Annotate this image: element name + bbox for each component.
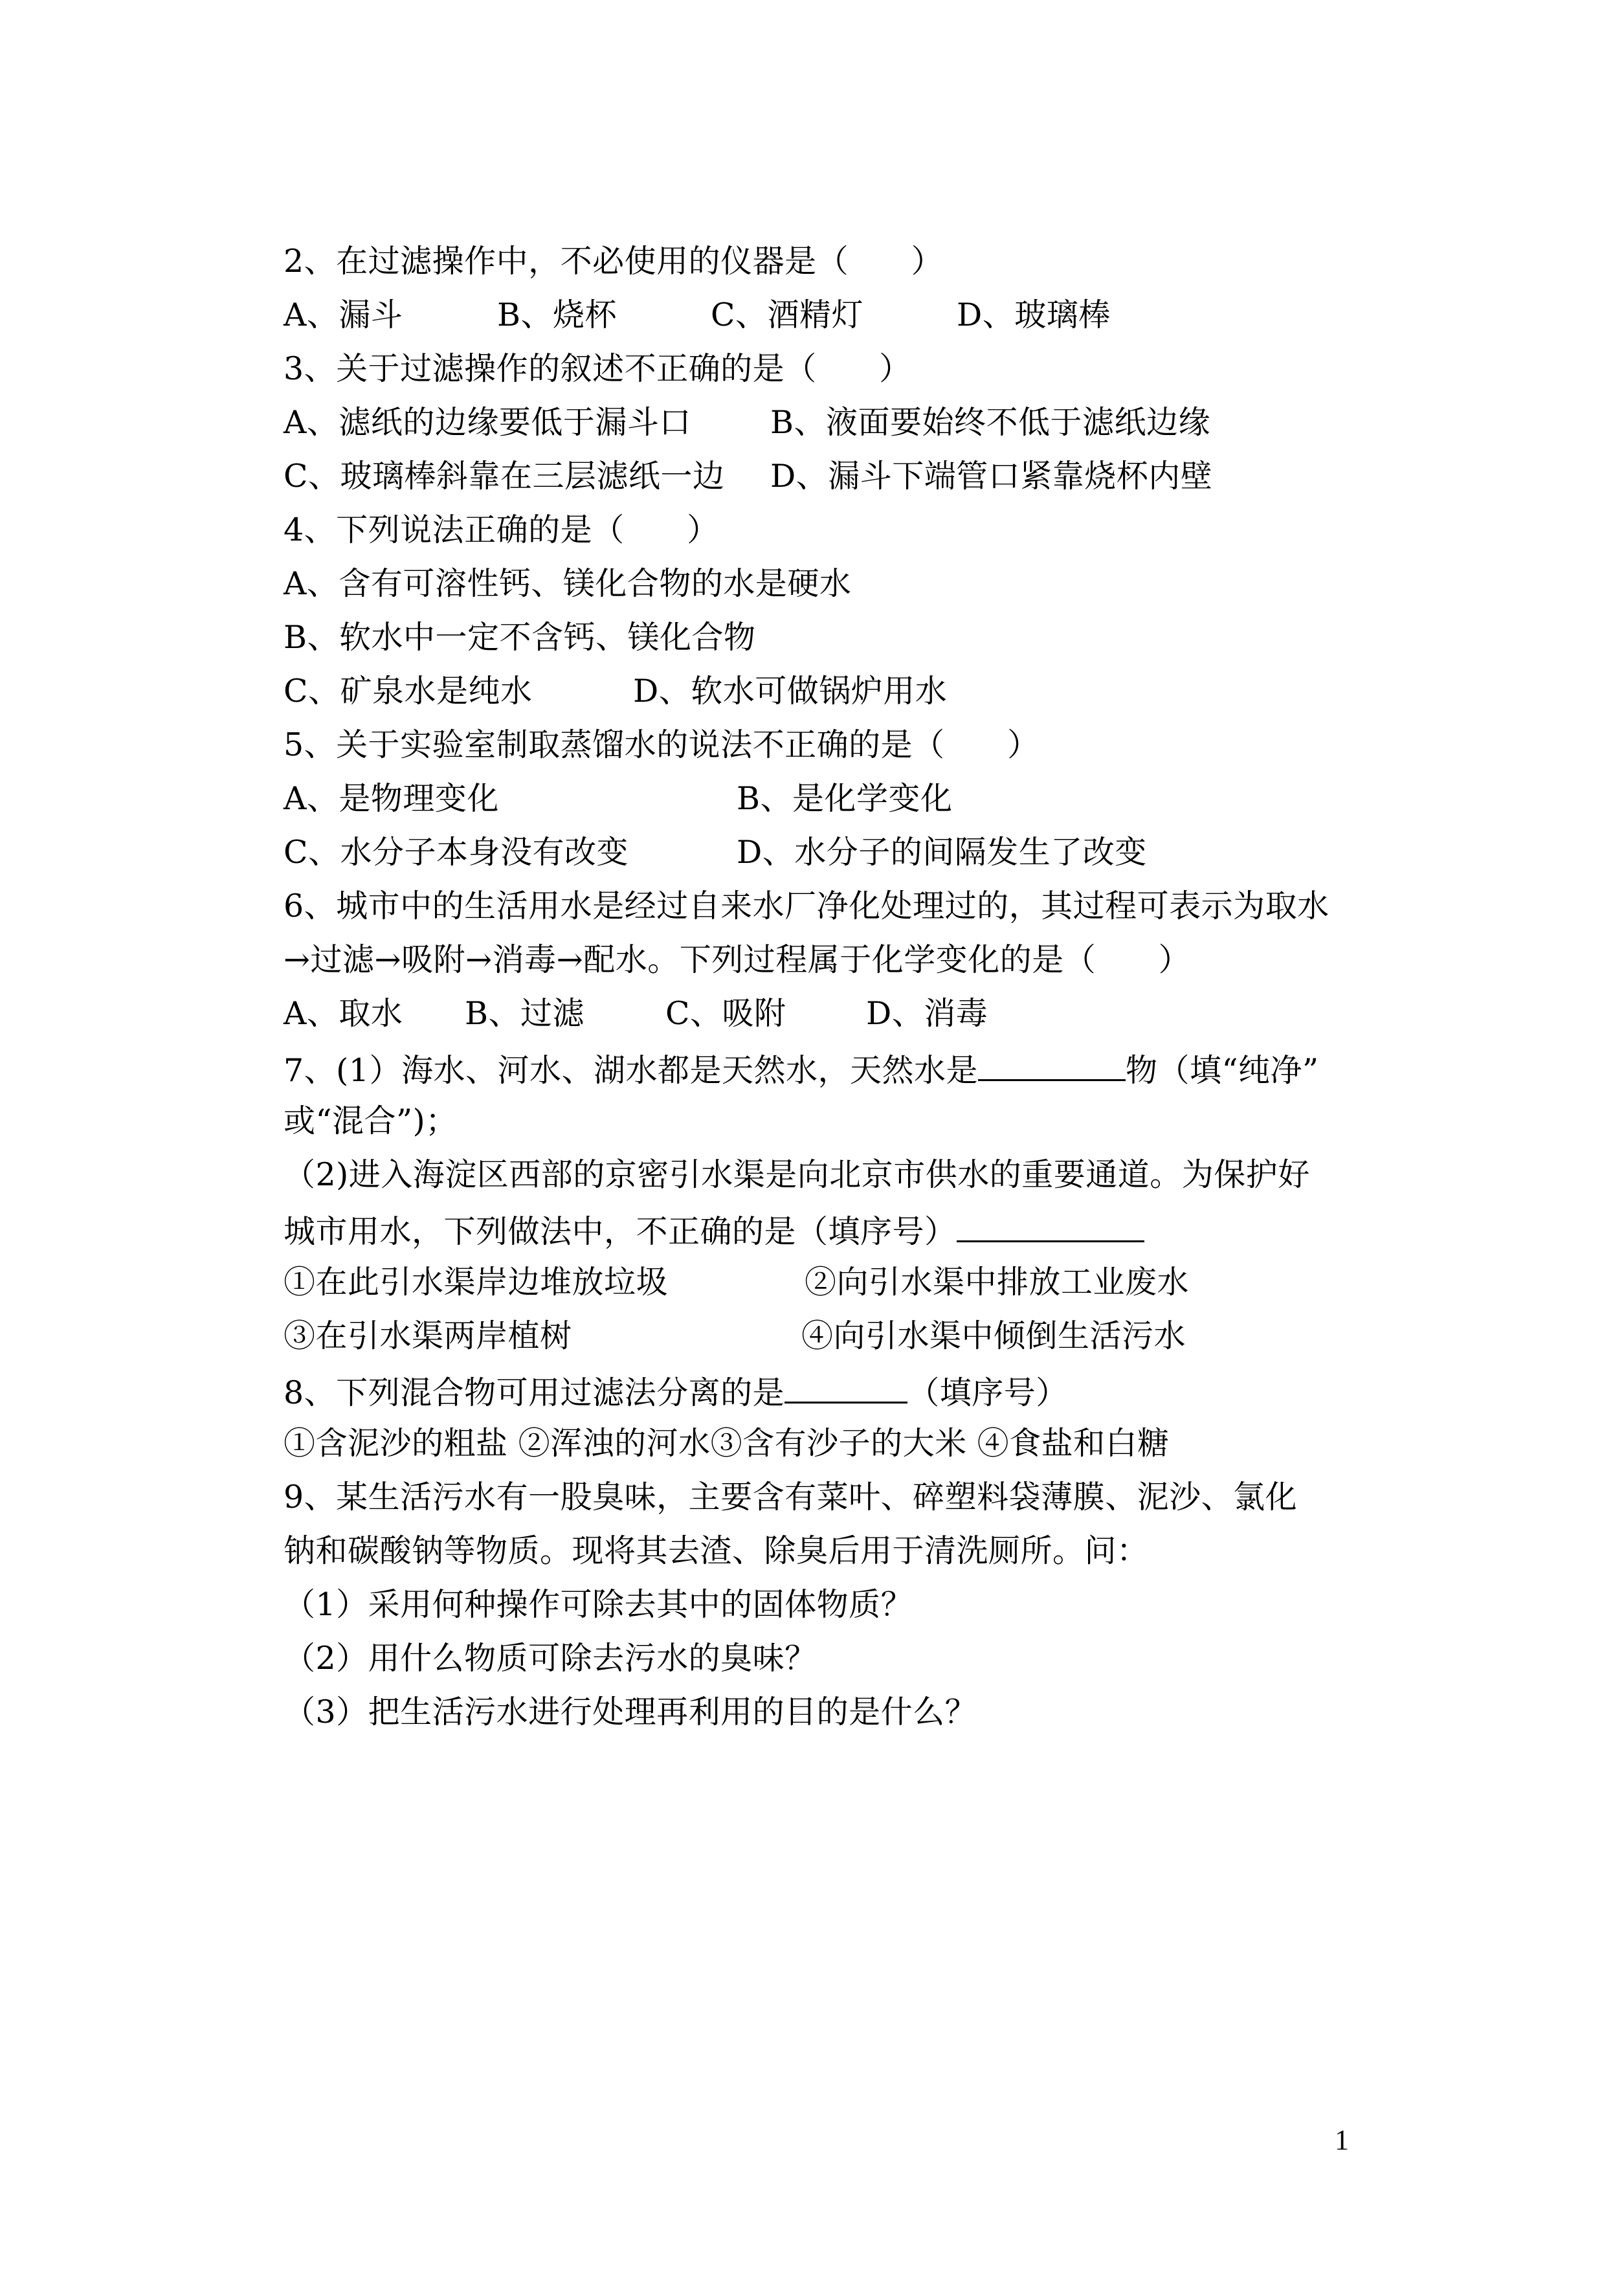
answer-blank[interactable]	[978, 1040, 1126, 1081]
q7-part2-line1: （2)进入海淀区西部的京密引水渠是向北京市供水的重要通道。为保护好	[284, 1156, 1310, 1193]
q2-options	[284, 288, 1384, 342]
option-c: C、吸附	[665, 995, 786, 1032]
q9-stem-line1: 9、某生活污水有一股臭味，主要含有菜叶、碎塑料袋薄膜、泥沙、氯化	[284, 1479, 1298, 1516]
q8-stem: 8、下列混合物可用过滤法分离的是 （填序号）	[284, 1363, 1384, 1416]
option-a: A、是物理变化	[284, 780, 499, 817]
q7-options-34	[284, 1309, 1384, 1363]
q3-options-cd	[284, 449, 1384, 503]
q8-options: ①含泥沙的粗盐 ②浑浊的河水③含有沙子的大米 ④食盐和白糖	[284, 1425, 1170, 1462]
option-4: ④向引水渠中倾倒生活污水	[801, 1317, 1186, 1354]
q5-options-cd	[284, 825, 1384, 879]
q4-option-b: B、软水中一定不含钙、镁化合物	[284, 619, 756, 656]
option-a: A、漏斗	[284, 296, 403, 333]
q4-option-a: A、含有可溶性钙、镁化合物的水是硬水	[284, 565, 852, 602]
q5-options-ab	[284, 772, 1384, 825]
q7-options-12	[284, 1255, 1384, 1309]
option-d: D、漏斗下端管口紧靠烧杯内壁	[770, 458, 1213, 495]
option-d: D、软水可做锅炉用水	[633, 673, 948, 710]
q4-stem: 4、下列说法正确的是（ ）	[284, 511, 719, 548]
option-c: C、玻璃棒斜靠在三层滤纸一边	[284, 458, 725, 495]
option-3: ③在引水渠两岸植树	[284, 1317, 572, 1354]
q7-part1-line2: 或“混合”)；	[284, 1102, 458, 1139]
q5-stem: 5、关于实验室制取蒸馏水的说法不正确的是（ ）	[284, 726, 1040, 763]
q7-part1-line1: 7、(1）海水、河水、湖水都是天然水，天然水是 物（填“纯净”	[284, 1040, 1384, 1094]
option-1: ①在此引水渠岸边堆放垃圾	[284, 1264, 669, 1301]
option-b: B、烧杯	[497, 296, 617, 333]
option-a: A、滤纸的边缘要低于漏斗口	[284, 404, 691, 441]
q6-stem-line2: →过滤→吸附→消毒→配水。下列过程属于化学变化的是（ ）	[284, 941, 1191, 978]
answer-blank[interactable]	[784, 1363, 907, 1404]
option-d: D、水分子的间隔发生了改变	[737, 834, 1147, 871]
answer-blank[interactable]	[957, 1202, 1144, 1242]
q2-stem: 2、在过滤操作中，不必使用的仪器是（ ）	[284, 243, 944, 280]
q7-part2-line2: 城市用水，下列做法中，不正确的是（填序号）	[284, 1202, 1384, 1255]
q9-sub2: （2）用什么物质可除去污水的臭味？	[284, 1640, 817, 1677]
option-b: B、过滤	[465, 995, 585, 1032]
q9-sub3: （3）把生活污水进行处理再利用的目的是什么？	[284, 1694, 977, 1730]
option-d: D、玻璃棒	[957, 296, 1111, 333]
q9-sub1: （1）采用何种操作可除去其中的固体物质？	[284, 1586, 913, 1623]
question-content	[284, 234, 1384, 1739]
q4-options-cd	[284, 664, 1384, 718]
q6-options	[284, 987, 1384, 1040]
option-2: ②向引水渠中排放工业废水	[805, 1264, 1190, 1301]
option-a: A、取水	[284, 995, 403, 1032]
q6-stem-line1: 6、城市中的生活用水是经过自来水厂净化处理过的，其过程可表示为取水	[284, 888, 1329, 924]
option-b: B、是化学变化	[737, 780, 953, 817]
option-d: D、消毒	[866, 995, 988, 1032]
q9-stem-line2: 钠和碳酸钠等物质。现将其去渣、除臭后用于清洗厕所。问：	[284, 1532, 1149, 1569]
page-number: 1	[1335, 2124, 1349, 2156]
option-c: C、矿泉水是纯水	[284, 673, 533, 710]
option-b: B、液面要始终不低于滤纸边缘	[770, 404, 1211, 441]
option-c: C、酒精灯	[711, 296, 863, 333]
q3-stem: 3、关于过滤操作的叙述不正确的是（ ）	[284, 350, 911, 387]
option-c: C、水分子本身没有改变	[284, 834, 628, 871]
q3-options-ab	[284, 396, 1384, 449]
